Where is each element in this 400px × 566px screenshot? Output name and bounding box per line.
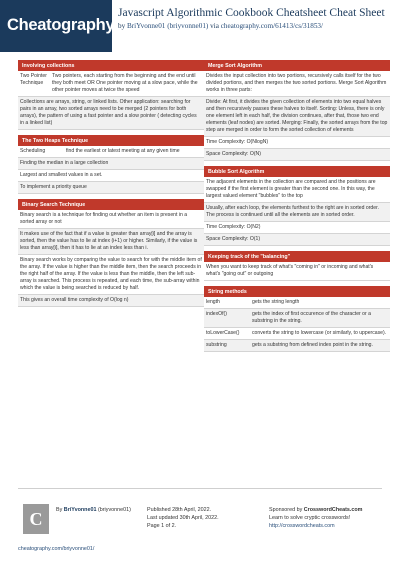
row-key: toLowerCase() (206, 330, 240, 336)
row-key: substring (206, 342, 227, 348)
via-text: via (210, 22, 219, 30)
table-row: When you want to keep track of what's "coming in" or incoming and what's what's "going out" or outgoing (204, 262, 390, 281)
table-row: Finding the median in a large collection (18, 158, 204, 170)
table-row: Binary search is a technique for finding out whether an item is present in a sorted array or not (18, 210, 204, 229)
logo-text: Cheatography (7, 16, 115, 34)
footer (0, 488, 400, 566)
table-row (204, 340, 390, 352)
row-value: gets the string length (252, 299, 300, 305)
table-row: This gives an overall time complexity of O(log n) (18, 295, 204, 307)
table-row: Usually, after each loop, the elements furthest to the right are in sorted order. The process is continued until all the elements are in sorted order. (204, 203, 390, 222)
table-row (204, 309, 390, 328)
sponsor-prefix: Sponsored by (269, 507, 303, 513)
table-row: Space Complexity: O(1) (204, 234, 390, 246)
section-bubble-sort (204, 166, 390, 246)
sponsor-url-link[interactable]: http://crosswordcheats.com (269, 523, 335, 529)
row-key: length (206, 299, 220, 305)
section-string-methods (204, 286, 390, 352)
section-merge-sort (204, 60, 390, 161)
section-binary-search (18, 199, 204, 307)
section-heading: String methods (204, 286, 390, 297)
page-number: Page 1 of 2. (147, 523, 177, 529)
cheatography-logo[interactable] (0, 0, 115, 52)
table-row: Space Complexity: O(N) (204, 149, 390, 161)
sponsor-name[interactable]: CrosswordCheats.com (303, 507, 363, 513)
table-row (204, 328, 390, 340)
table-row: To implement a priority queue (18, 182, 204, 194)
table-row: Largest and smallest values in a set. (18, 170, 204, 182)
table-row: The adjacent elements in the collection are compared and the positions are swapped if the first element is greater than the second one. In this way, the largest valued element "bubbles" to the top (204, 177, 390, 203)
table-row: Time Complexity: O(NlogN) (204, 137, 390, 149)
author-link[interactable]: BriYvonne01 (briyvonne01) (126, 22, 209, 30)
section-heading: Merge Sort Algorithm (204, 60, 390, 71)
footer-dates (147, 506, 219, 530)
row-value: gets a substring from defined index point in the string. (252, 342, 373, 348)
header (0, 0, 400, 52)
section-heading: Keeping track of the "balancing" (204, 251, 390, 262)
table-row (18, 71, 204, 97)
by-prefix: by (118, 22, 126, 30)
page-title: Javascript Algorithmic Cookbook Cheatsheet Cheat Sheet (118, 7, 385, 19)
row-value: Two pointers, each starting from the beginning and the end until they both meet OR One pointer moving at a slow pace, while the other pointer moves at twice the speed (52, 73, 198, 93)
table-row (18, 146, 204, 158)
byline (118, 22, 323, 30)
published-date: Published 28th April, 2022. (147, 507, 212, 513)
footer-divider (18, 488, 382, 489)
table-row: Collections are arrays, string, or linked lists. Other application: searching for pairs in an array, two sorted arrays need to be merged (2 pointers for both arrays), the pattern of using a fast pointer and a slow pointer ( detecting cycles in a linked list) (18, 97, 204, 130)
section-heading: Bubble Sort Algorithm (204, 166, 390, 177)
row-key: Two Pointer Technique (20, 73, 47, 86)
table-row: Binary search works by comparing the value to search for with the middle item of the array. If the value is higher than the middle item, then the search proceeds in the right half of the array. If the value is less than the middle, then the left sub-array is searched. This process is repeated, and each time, the sub-array within which the value is being searched is reduced by half. (18, 255, 204, 295)
table-row: Time Complexity: O(N2) (204, 222, 390, 234)
section-heading: Binary Search Technique (18, 199, 204, 210)
row-value: converts the string to lowercase (or similarly, to uppercase). (252, 330, 387, 336)
by-label: By (56, 507, 63, 513)
table-row: Divides the input collection into two portions, recursively calls itself for the two divided portions, and then merges the two sorted portions. Merge Sort Algorithm works in three parts: (204, 71, 390, 97)
footer-author-url[interactable]: cheatography.com/briyvonne01/ (18, 546, 95, 552)
section-balancing (204, 251, 390, 281)
footer-sponsor (269, 506, 362, 530)
updated-date: Last updated 30th April, 2022. (147, 515, 219, 521)
sponsor-tagline: Learn to solve cryptic crosswords! (269, 515, 351, 521)
table-row: It makes use of the fact that if a value is greater than array[i] and the array is sorted, then the value has to lie at index (i+1) or higher. Similarly, if the value is less than array[i], then it has to lie at an index less than i. (18, 229, 204, 255)
right-column (204, 60, 390, 357)
row-key: indexOf() (206, 311, 227, 317)
left-column (18, 60, 204, 312)
section-two-heaps (18, 135, 204, 194)
row-value: find the earliest or latest meeting at any given time (66, 148, 180, 154)
footer-author-handle: (briyvonne01) (97, 507, 131, 513)
row-value: gets the index of first occurence of the character or a substring in the string. (252, 311, 371, 324)
footer-author-link[interactable]: BriYvonne01 (63, 507, 97, 513)
section-heading: The Two Heaps Technique (18, 135, 204, 146)
sheet-url-link[interactable]: cheatography.com/61413/cs/31853/ (220, 22, 324, 30)
author-avatar[interactable]: C (23, 504, 49, 534)
sponsor-line (269, 506, 362, 514)
section-involving-collections (18, 60, 204, 130)
row-key: Scheduling (20, 148, 46, 154)
section-heading: Involving collections (18, 60, 204, 71)
table-row: Divide: At first, it divides the given collection of elements into two equal halves and then recursively passes these halves to itself. Sorting: Unless, there is only one element left in each half, the division continues, after that, those two end elements (leaf nodes) are sorted. Merging: Finally, the sorted arrays from the top step are merged in order to form the sorted collection of elements (204, 97, 390, 137)
table-row (204, 297, 390, 309)
footer-author (56, 506, 131, 514)
